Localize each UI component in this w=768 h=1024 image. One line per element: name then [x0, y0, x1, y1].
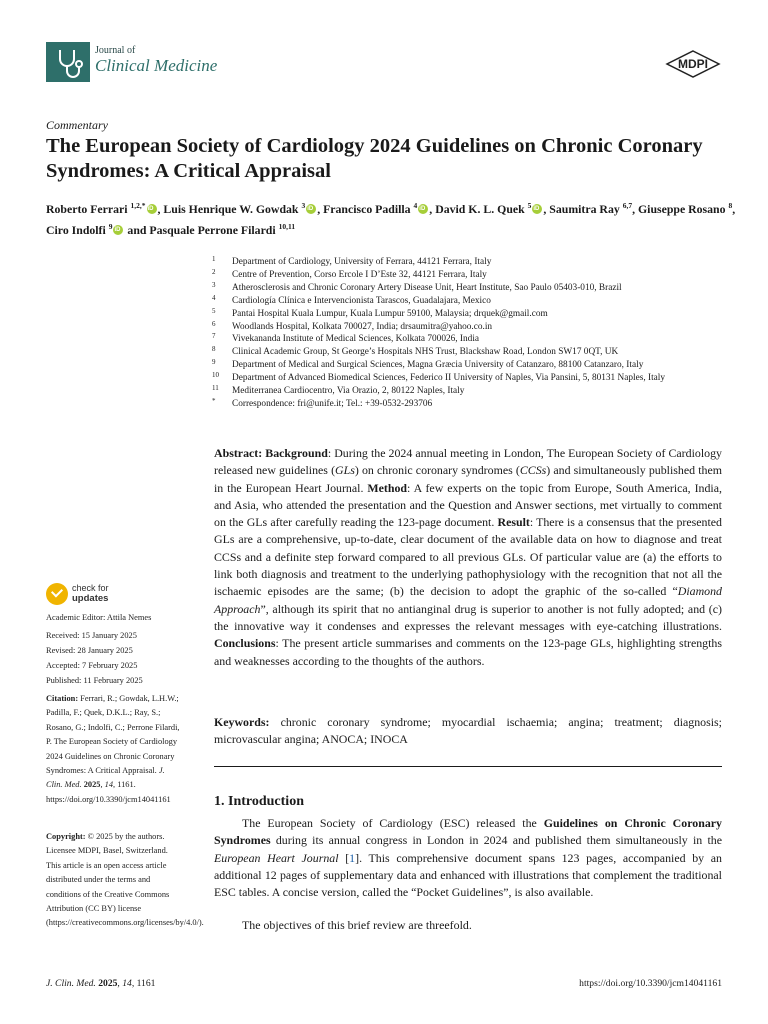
affiliation-item: [212, 346, 732, 359]
author-affiliation-ref: 10,11: [278, 221, 296, 231]
journal-of: Journal of: [95, 45, 136, 56]
intro-paragraph-1: [214, 815, 722, 901]
affiliation-text: Woodlands Hospital, Kolkata 700027, India; drsaumitra@yahoo.co.in: [232, 321, 493, 332]
citation-year: 2025: [81, 780, 101, 790]
citation-label: Citation:: [46, 694, 79, 703]
article-title: The European Society of Cardiology 2024 Guidelines on Chronic Coronary Syndromes: A Critical Appraisal: [46, 135, 703, 182]
text-segment: : A few experts on the topic from Europe, South America, India, and Asia, who attended the presentation and the Question and Answer sections, met virtually to comment on the GLs after carefully reading the 123-page document.: [214, 480, 722, 530]
updates-label: updates: [72, 593, 109, 604]
affiliation-item: [212, 333, 732, 346]
orcid-icon[interactable]: [306, 204, 316, 214]
footer-year: 2025: [98, 978, 118, 989]
text-segment: : There is a consensus that the presented GLs are a comprehensive, up-to-date, clear document of the available data on how to diagnose and treat CCSs and a definite step forward compared to all previous GLs. Of particular value are (a) the efforts to link both diagnosis and treatment to the underlying pathophysiology with the recognition that not all the ischaemic episodes are the same; (b) the decision to adopt the graphic of the so-called “: [214, 515, 722, 599]
author-name[interactable]: Francisco Padilla: [323, 201, 411, 216]
text-segment: : The present article summarises and comments on the 123-page GLs, highlighting strengths and weaknesses according to the thoughts of the authors.: [214, 636, 722, 668]
footer-page: , 1161: [131, 978, 156, 989]
footer-volume: 14: [122, 978, 132, 989]
affiliation-number: 2: [212, 267, 216, 276]
check-for-updates-badge[interactable]: [46, 582, 146, 606]
citation: [46, 692, 181, 807]
orcid-icon[interactable]: [418, 204, 428, 214]
author-name[interactable]: Pasquale Perrone Filardi: [149, 222, 276, 237]
affiliation-number: 7: [212, 332, 216, 341]
text-segment: [: [338, 850, 350, 865]
author-name[interactable]: David K. L. Quek: [435, 201, 525, 216]
keywords: [214, 714, 722, 749]
text-segment: Abstract: Background: [214, 446, 328, 460]
affiliation-number: 5: [212, 306, 216, 315]
affiliation-number: 9: [212, 358, 216, 367]
accepted-date: Accepted: 7 February 2025: [46, 661, 138, 670]
intro-paragraph-2: The objectives of this brief review are threefold.: [242, 918, 472, 932]
section-heading: 1. Introduction: [214, 794, 304, 809]
author-affiliation-ref: 1,2,*: [130, 201, 146, 210]
footer-citation: J. Clin. Med. 2025, 14, 1161: [46, 978, 156, 989]
received-date: Received: 15 January 2025: [46, 631, 137, 640]
affiliation-item: [212, 398, 732, 411]
affiliation-number: 10: [212, 371, 219, 380]
text-segment: CCSs: [519, 463, 547, 478]
academic-editor: Academic Editor: Attila Nemes: [46, 613, 152, 622]
text-segment: ) and simultaneously published them in the European Heart Journal.: [214, 463, 722, 495]
author-affiliation-ref: 6,7: [622, 201, 633, 210]
text-segment: ) on chronic coronary syndromes (: [354, 463, 520, 478]
reference-link[interactable]: 1: [349, 850, 356, 865]
affiliation-text: Atherosclerosis and Chronic Coronary Artery Disease Unit, Heart Institute, Sao Paulo 05403-010, Brazil: [232, 282, 622, 293]
checkmark-icon: [46, 583, 68, 605]
author-affiliation-ref: 5: [527, 201, 532, 210]
keywords-text: chronic coronary syndrome; myocardial ischaemia; angina; treatment; diagnosis; microvascular angina; ANOCA; INOCA: [214, 715, 722, 747]
author-name[interactable]: Saumitra Ray: [549, 201, 620, 216]
revised-date: Revised: 28 January 2025: [46, 646, 133, 655]
check-for-label: check for: [72, 583, 109, 593]
text-segment: GLs: [335, 463, 355, 478]
author-affiliation-ref: 9: [108, 221, 113, 231]
affiliation-text: Clinical Academic Group, St George’s Hospitals NHS Trust, Blackshaw Road, London SW17 0QT, UK: [232, 347, 619, 358]
affiliation-item: [212, 321, 732, 334]
affiliation-number: 11: [212, 384, 219, 393]
author-affiliation-ref: 4: [413, 201, 418, 210]
mdpi-logo-text: MDPI: [678, 57, 708, 71]
affiliation-item: [212, 385, 732, 398]
citation-doi[interactable]: , 1161. https://doi.org/10.3390/jcm14041161: [46, 780, 171, 804]
footer-doi[interactable]: https://doi.org/10.3390/jcm14041161: [579, 978, 722, 989]
text-segment: : During the 2024 annual meeting in London, The European Society of Cardiology released new guidelines (: [214, 446, 722, 478]
text-segment: during its annual congress in London in 2024 and published them simultaneously in the: [270, 833, 722, 848]
text-segment: ]. This comprehensive document spans 123 pages, accompanied by an additional 12 pages of supplementary data and enhanced with illustrations that complement the traditional ESC tables. A concise version, called the “Pocket Guidelines”, is also available.: [214, 850, 722, 900]
text-segment: Guidelines on Chronic Coronary Syndromes: [214, 816, 722, 848]
citation-volume: , 14: [100, 780, 113, 790]
author-affiliation-ref: 8: [728, 201, 733, 210]
affiliation-number: 6: [212, 319, 216, 328]
published-date: Published: 11 February 2025: [46, 676, 143, 685]
affiliation-item: [212, 308, 732, 321]
affiliation-text: Vivekananda Institute of Medical Sciences, Kolkata 700026, India: [232, 334, 480, 345]
author-name[interactable]: Giuseppe Rosano: [637, 201, 726, 216]
copyright-text: © 2025 by the authors. Licensee MDPI, Basel, Switzerland. This article is an open access article distributed under the terms and conditions of the Creative Commons Attribution (CC BY) license (https://creativecommons.org/licenses/by/4.0/).: [46, 832, 204, 928]
affiliation-item: [212, 359, 732, 372]
affiliation-text: Cardiología Clínica e Intervencionista Tarascos, Guadalajara, Mexico: [232, 295, 491, 306]
footer-journal: J. Clin. Med.: [46, 978, 96, 989]
text-segment: European Heart Journal: [214, 850, 339, 865]
author-name[interactable]: Luis Henrique W. Gowdak: [163, 201, 299, 216]
journal-name: Clinical Medicine: [95, 56, 218, 75]
text-segment: Result: [497, 515, 530, 530]
affiliation-text: Department of Advanced Biomedical Sciences, Federico II University of Naples, Via Pansini, 5, 80131 Naples, Italy: [232, 373, 666, 384]
citation-text: Ferrari, R.; Gowdak, L.H.W.; Padilla, F.; Quek, D.K.L.; Ray, S.; Rosano, G.; Indolfi, C.; Perrone Filardi, P. The European Society of Cardiology 2024 Guidelines on Chronic Coronary Syndromes: A Critical Appraisal.: [46, 694, 180, 776]
affiliation-item: [212, 372, 732, 385]
abstract: [214, 445, 722, 670]
author-name[interactable]: Roberto Ferrari: [46, 201, 128, 216]
affiliation-item: [212, 295, 732, 308]
affiliation-number: 4: [212, 293, 216, 302]
orcid-icon[interactable]: [113, 225, 123, 235]
affiliation-item: [212, 256, 732, 269]
affiliation-item: [212, 282, 732, 295]
divider: [214, 766, 722, 767]
author-list: Roberto Ferrari $^{1,2,*}$iD , Luis Henrique W. Gowdak $^3$iD , Francisco Padilla $^4$iD , David K. L. Quek $^5$iD , Saumitra Ray $^{6,7}$, Giuseppe Rosano $^8$, Ciro Indolfi $^9$iD and Pasquale Perrone Filardi $^{10,11}$: [46, 197, 736, 239]
article-type: Commentary: [46, 118, 108, 132]
text-segment: Method: [367, 480, 408, 495]
text-segment: ”, although its spirit that no antianginal drug is superior to another is not fully adopted; and (c) the innovative way it condenses and expresses the relevant messages with eye-catching illustrations.: [214, 601, 722, 633]
author-name[interactable]: Ciro Indolfi: [46, 222, 106, 237]
mdpi-logo: [665, 50, 721, 78]
text-segment: The European Society of Cardiology (ESC) released the: [242, 816, 544, 830]
affiliation-number: *: [212, 396, 216, 405]
keywords-label: Keywords:: [214, 715, 270, 729]
journal-logo: [46, 42, 90, 82]
orcid-icon[interactable]: [532, 204, 542, 214]
copyright-label: Copyright:: [46, 832, 86, 841]
affiliation-text: Department of Cardiology, University of Ferrara, 44121 Ferrara, Italy: [232, 257, 492, 267]
affiliation-item: [212, 269, 732, 282]
author-affiliation-ref: 3: [301, 201, 306, 210]
stethoscope-icon: [46, 42, 90, 82]
affiliation-text: Department of Medical and Surgical Sciences, Magna Græcia University of Catanzaro, 88100 Catanzaro, Italy: [232, 360, 644, 371]
text-segment: Conclusions: [214, 636, 276, 651]
affiliation-text: Pantai Hospital Kuala Lumpur, Kuala Lumpur 59100, Malaysia; drquek@gmail.com: [232, 308, 548, 319]
affiliation-text: Centre of Prevention, Corso Ercole I D’Este 32, 44121 Ferrara, Italy: [232, 269, 487, 280]
text-segment: Diamond Approach: [214, 584, 722, 616]
affiliation-number: 3: [212, 280, 216, 289]
affiliation-number: 1: [212, 255, 216, 263]
affiliations: [212, 256, 732, 411]
orcid-icon[interactable]: [147, 204, 157, 214]
affiliation-number: 8: [212, 345, 216, 354]
citation-journal: J. Clin. Med.: [46, 766, 165, 790]
copyright: [46, 830, 204, 931]
affiliation-text: Correspondence: fri@unife.it; Tel.: +39-0532-293706: [232, 398, 433, 409]
affiliation-text: Mediterranea Cardiocentro, Via Orazio, 2, 80122 Naples, Italy: [232, 386, 465, 397]
journal-title: [95, 46, 217, 76]
